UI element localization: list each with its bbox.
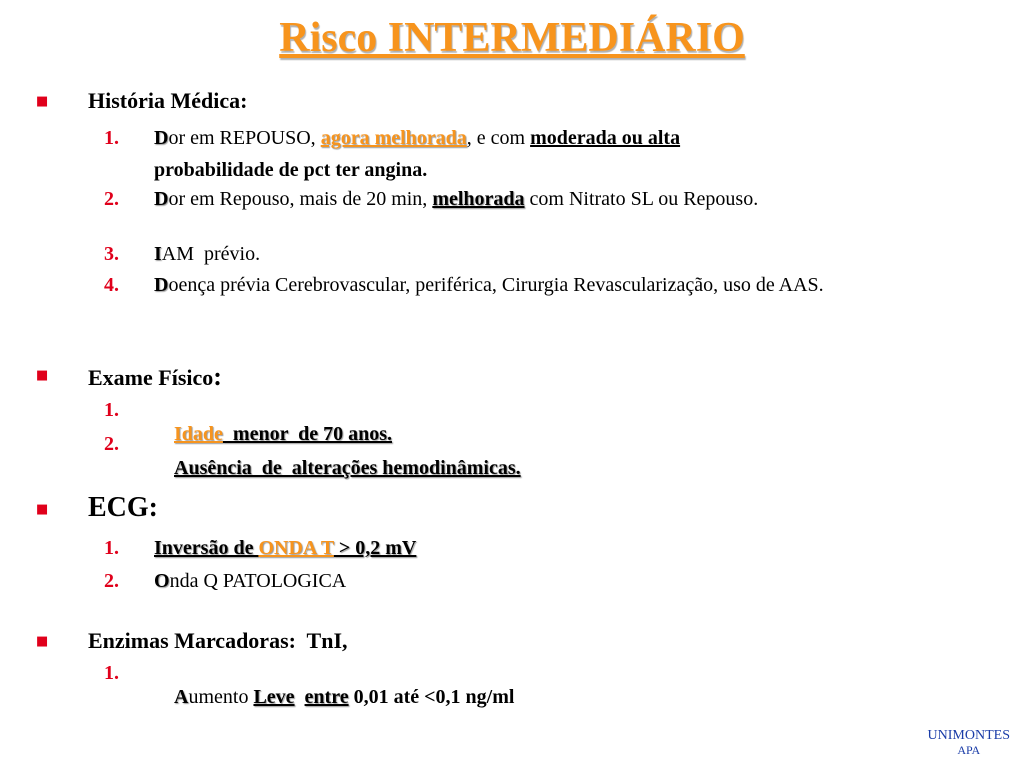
item-text: Ausência de alterações hemodinâmicas. bbox=[174, 457, 521, 479]
item-number: 1. bbox=[104, 399, 119, 421]
section-title: ECG: bbox=[88, 492, 158, 523]
item-number: 1. bbox=[104, 127, 119, 149]
square-bullet-icon: ■ bbox=[36, 368, 49, 383]
item-text: IAM prévio. bbox=[154, 243, 261, 265]
footer-line-1: UNIMONTES bbox=[927, 728, 1010, 743]
item-text: Dor em REPOUSO, agora melhorada, e com moderada ou alta probabilidade de pct ter angina. bbox=[154, 127, 681, 181]
item-number: 2. bbox=[104, 570, 119, 592]
square-bullet-icon: ■ bbox=[36, 94, 49, 109]
item-number: 1. bbox=[104, 662, 119, 684]
footer-logo-text bbox=[928, 728, 1010, 758]
item-text: Aumento Leve entre 0,01 até <0,1 ng/ml bbox=[174, 686, 515, 708]
section-title: Enzimas Marcadoras: TnI, bbox=[88, 628, 348, 653]
item-number: 1. bbox=[104, 537, 119, 559]
square-bullet-icon: ■ bbox=[36, 634, 49, 649]
item-text: Dor em Repouso, mais de 20 min, melhorada com Nitrato SL ou Repouso. bbox=[154, 188, 759, 210]
item-number: 4. bbox=[104, 274, 119, 296]
slide-title: Risco INTERMEDIÁRIO bbox=[279, 15, 745, 61]
item-number: 3. bbox=[104, 243, 119, 265]
square-bullet-icon: ■ bbox=[36, 502, 49, 517]
item-number: 2. bbox=[104, 188, 119, 210]
item-text: Onda Q PATOLOGICA bbox=[154, 570, 347, 592]
footer-line-2: APA bbox=[957, 743, 981, 757]
item-text: Doença prévia Cerebrovascular, periférica, Cirurgia Revascularização, uso de AAS. bbox=[154, 274, 824, 296]
section-title: História Médica: bbox=[88, 88, 248, 113]
item-text: Idade menor de 70 anos. bbox=[174, 423, 392, 445]
item-text: Inversão de ONDA T > 0,2 mV bbox=[154, 537, 417, 559]
item-number: 2. bbox=[104, 433, 119, 455]
section-title: Exame Físico: bbox=[88, 362, 222, 391]
